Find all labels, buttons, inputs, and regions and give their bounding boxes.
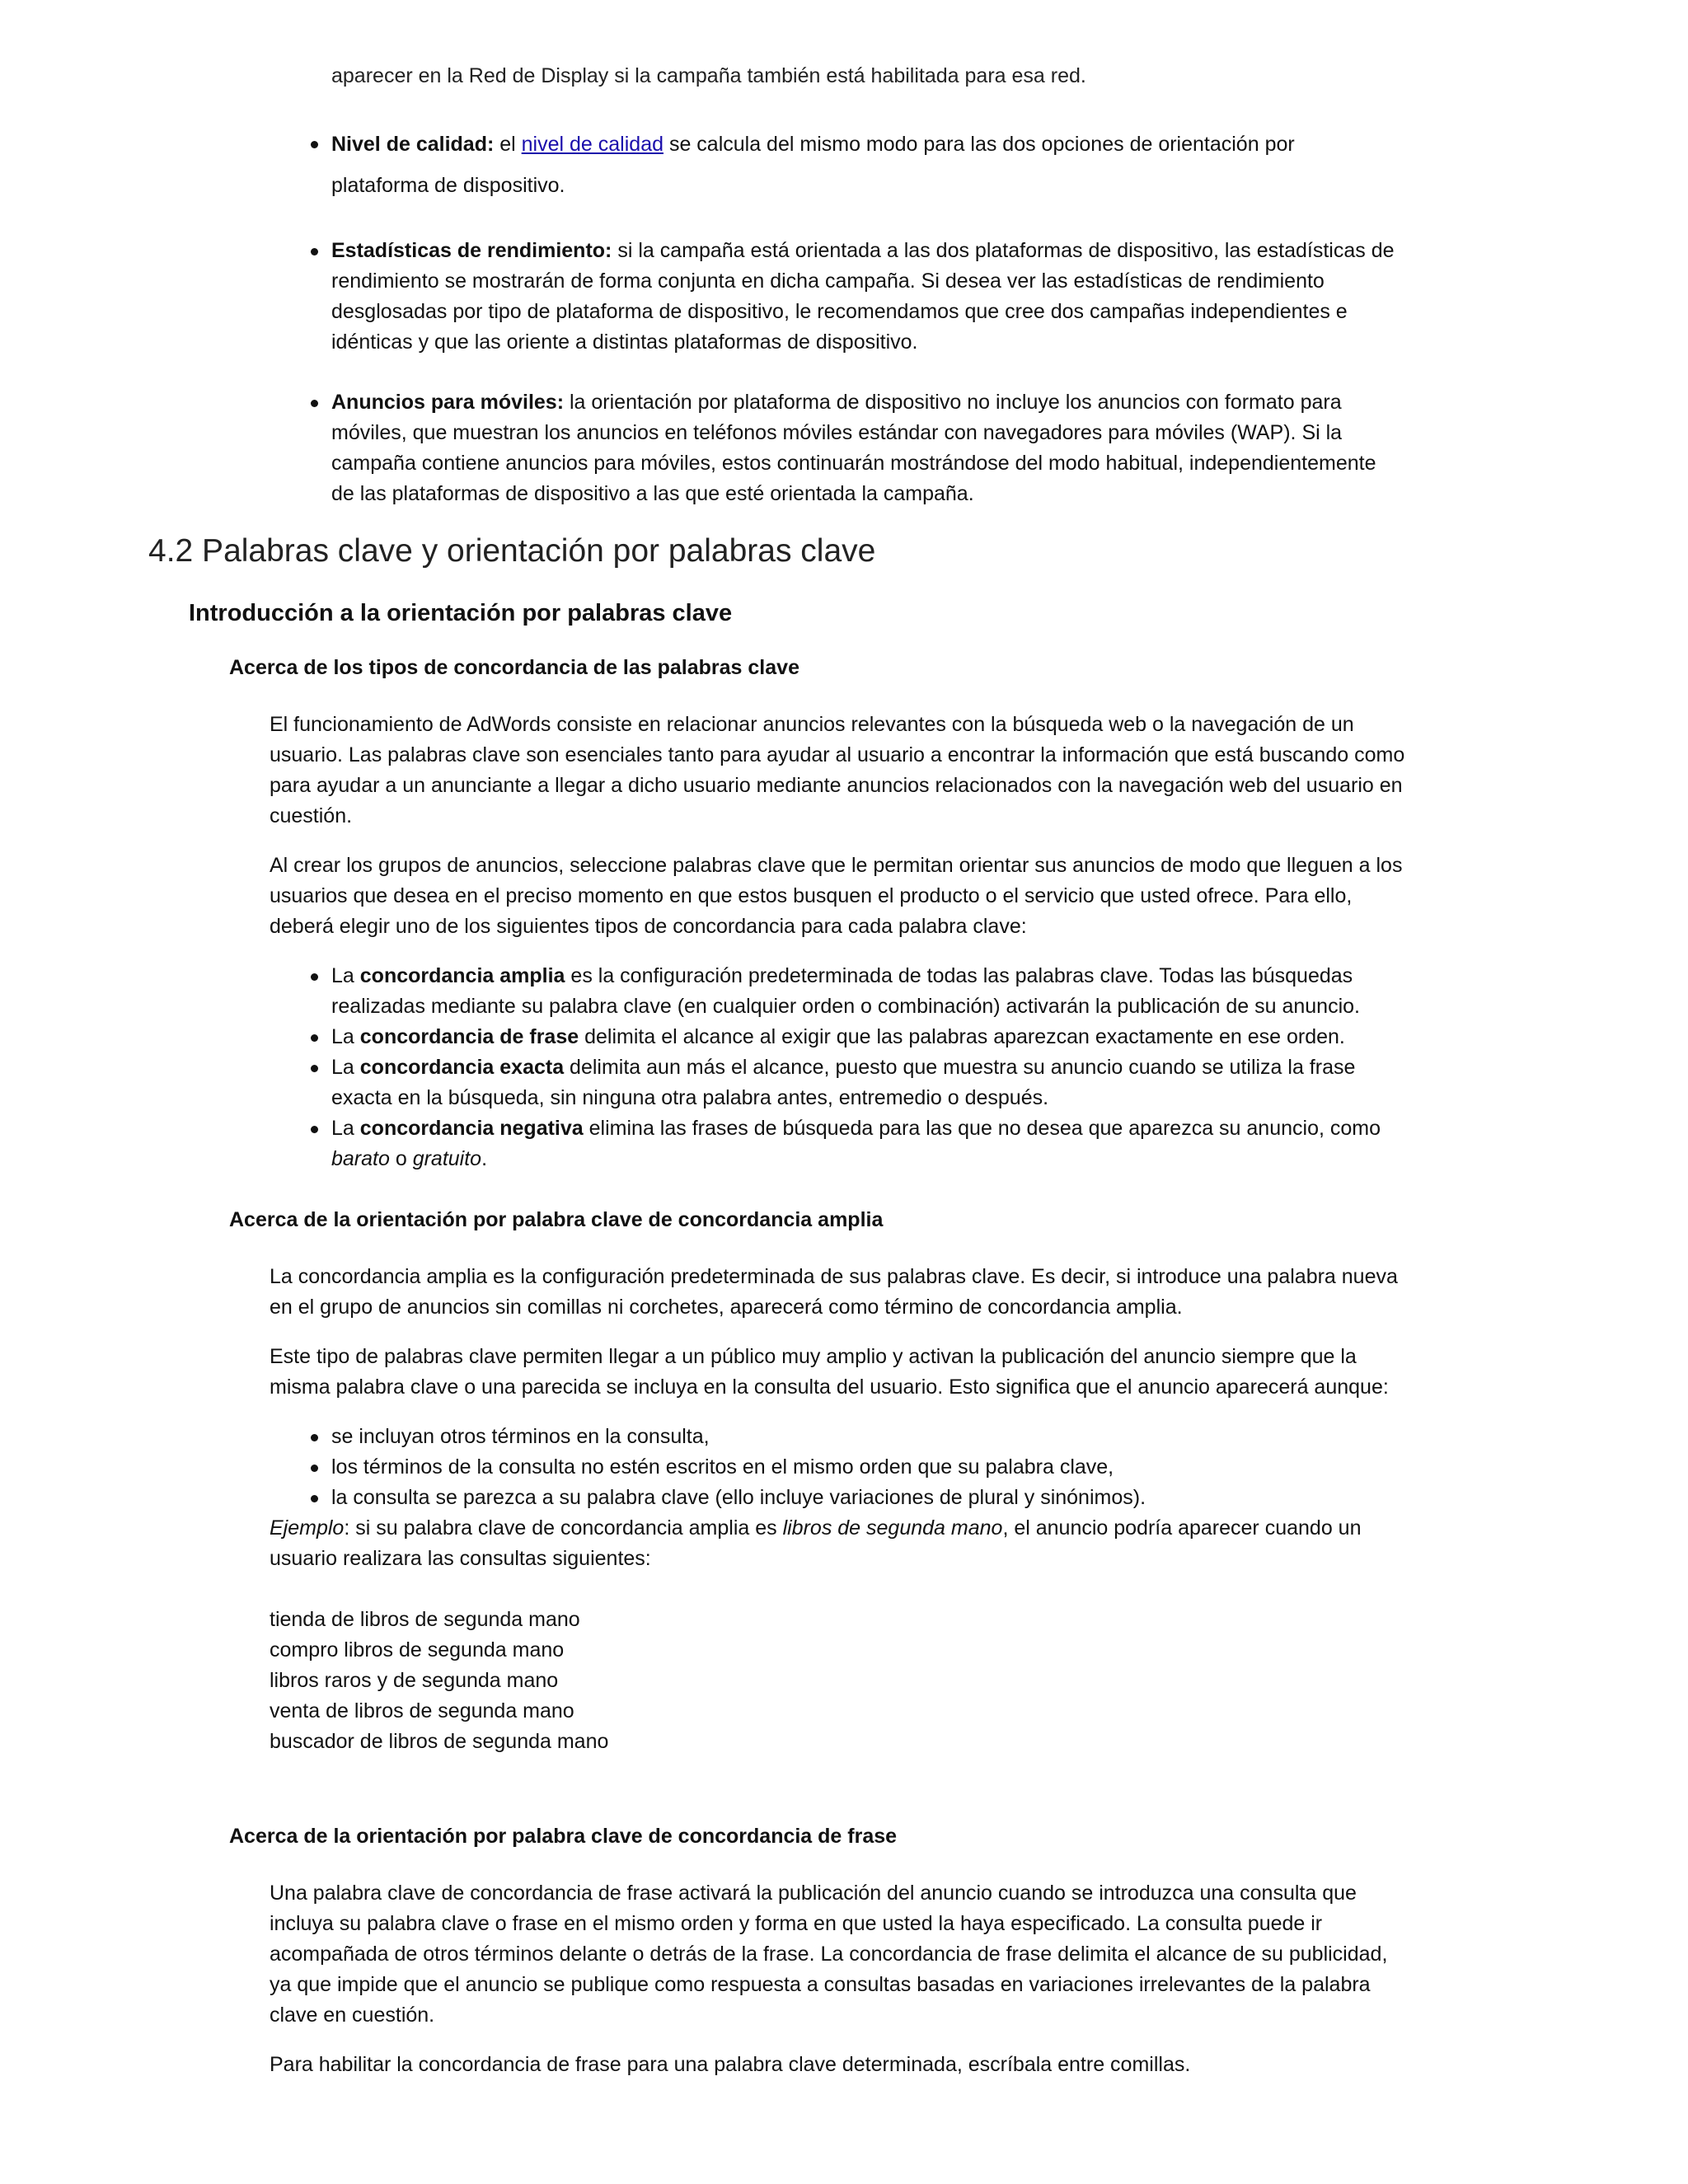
example-query: tienda de libros de segunda mano bbox=[270, 1608, 580, 1631]
broad-match-heading: Acerca de la orientación por palabra clave de concordancia amplia bbox=[229, 1208, 884, 1231]
paragraph: Al crear los grupos de anuncios, seleccione palabras clave que le permitan orientar sus anuncios de modo que lleguen a los usuarios que desea en el preciso momento en que estos busquen el producto o el servicio que usted ofrece. Para ello, deberá elegir uno de los siguientes tipos de concordancia para cada palabra clave: bbox=[270, 854, 1403, 938]
list-item: se incluyan otros términos en la consulta, bbox=[331, 1422, 1407, 1452]
match-types-body bbox=[270, 710, 1407, 1174]
example-query: compro libros de segunda mano bbox=[270, 1638, 565, 1661]
match-types-heading: Acerca de los tipos de concordancia de las palabras clave bbox=[229, 656, 799, 679]
phrase-match-body bbox=[270, 1878, 1407, 2099]
list-item: Anuncios para móviles: la orientación por plataforma de dispositivo no incluye los anuncios con formato para móviles, que muestran los anuncios en teléfonos móviles estándar con navegadores para móviles (WAP). Si la campaña contiene anuncios para móviles, estos continuarán mostrándose del modo habitual, independientemente de las plataformas de dispositivo a las que esté orientada la campaña. bbox=[331, 387, 1395, 509]
subsection-title: Introducción a la orientación por palabras clave bbox=[189, 600, 733, 626]
section-title: 4.2 Palabras clave y orientación por palabras clave bbox=[148, 533, 876, 569]
list-item: Nivel de calidad: el nivel de calidad se calcula del mismo modo para las dos opciones de orientación por plataforma de dispositivo. bbox=[331, 124, 1395, 206]
list-item: La concordancia amplia es la configuración predeterminada de todas las palabras clave. Todas las búsquedas realizadas mediante su palabra clave (en cualquier orden o combinación) activarán la publicación de su anuncio. bbox=[331, 961, 1407, 1022]
list-item: la consulta se parezca a su palabra clave (ello incluye variaciones de plural y sinónimos). bbox=[331, 1483, 1407, 1513]
broad-match-conditions-list bbox=[331, 1422, 1407, 1513]
paragraph: El funcionamiento de AdWords consiste en relacionar anuncios relevantes con la búsqueda web o la navegación de un usuario. Las palabras clave son esenciales tanto para ayudar al usuario a encontrar la información que está buscando como para ayudar a un anunciante a llegar a dicho usuario mediante anuncios relacionados con la navegación web del usuario en cuestión. bbox=[270, 713, 1405, 827]
list-item: los términos de la consulta no estén escritos en el mismo orden que su palabra clave, bbox=[331, 1452, 1407, 1483]
match-types-list bbox=[331, 961, 1407, 1174]
example-query: buscador de libros de segunda mano bbox=[270, 1730, 609, 1753]
list-item: Estadísticas de rendimiento: si la campaña está orientada a las dos plataformas de dispositivo, las estadísticas de rendimiento se mostrarán de forma conjunta en dicha campaña. Si desea ver las estadísticas de rendimiento desglosadas por tipo de plataforma de dispositivo, le recomendamos que cree dos campañas independientes e idénticas y que las oriente a distintas plataformas de dispositivo. bbox=[331, 236, 1395, 358]
device-platform-notes-list bbox=[331, 124, 1395, 539]
example-query: libros raros y de segunda mano bbox=[270, 1669, 559, 1692]
list-item: La concordancia exacta delimita aun más el alcance, puesto que muestra su anuncio cuando se utiliza la frase exacta en la búsqueda, sin ninguna otra palabra antes, entremedio o después. bbox=[331, 1052, 1407, 1113]
paragraph: Para habilitar la concordancia de frase para una palabra clave determinada, escríbala entre comillas. bbox=[270, 2053, 1191, 2076]
example-query: venta de libros de segunda mano bbox=[270, 1699, 574, 1722]
phrase-match-heading: Acerca de la orientación por palabra clave de concordancia de frase bbox=[229, 1825, 898, 1848]
paragraph: Una palabra clave de concordancia de frase activará la publicación del anuncio cuando se introduzca una consulta que incluya su palabra clave o frase en el mismo orden y forma en que usted la haya especificado. La consulta puede ir acompañada de otros términos delante o detrás de la frase. La concordancia de frase delimita el alcance de su publicidad, ya que impide que el anuncio se publique como respuesta a consultas basadas en variaciones irrelevantes de la palabra clave en cuestión. bbox=[270, 1882, 1388, 2027]
list-item: La concordancia de frase delimita el alcance al exigir que las palabras aparezcan exactamente en ese orden. bbox=[331, 1022, 1407, 1052]
paragraph: Este tipo de palabras clave permiten llegar a un público muy amplio y activan la publicación del anuncio siempre que la misma palabra clave o una parecida se incluya en la consulta del usuario. Esto significa que el anuncio aparecerá aunque: bbox=[270, 1345, 1389, 1399]
broad-match-body bbox=[270, 1262, 1407, 1757]
quality-score-link[interactable]: nivel de calidad bbox=[521, 133, 663, 156]
list-item: La concordancia negativa elimina las frases de búsqueda para las que no desea que aparezca su anuncio, como barato o gratuito. bbox=[331, 1113, 1407, 1174]
example-paragraph: Ejemplo: si su palabra clave de concordancia amplia es libros de segunda mano, el anuncio podría aparecer cuando un usuario realizara las consultas siguientes: bbox=[270, 1516, 1362, 1570]
bold-label: Estadísticas de rendimiento: bbox=[331, 239, 612, 262]
bold-label: Nivel de calidad: bbox=[331, 133, 495, 156]
paragraph: La concordancia amplia es la configuración predeterminada de sus palabras clave. Es decir, si introduce una palabra nueva en el grupo de anuncios sin comillas ni corchetes, aparecerá como término de concordancia amplia. bbox=[270, 1265, 1398, 1319]
cut-off-text-line: aparecer en la Red de Display si la campaña también está habilitada para esa red. bbox=[331, 64, 1086, 87]
example-queries bbox=[270, 1605, 1407, 1757]
bold-label: Anuncios para móviles: bbox=[331, 391, 565, 414]
